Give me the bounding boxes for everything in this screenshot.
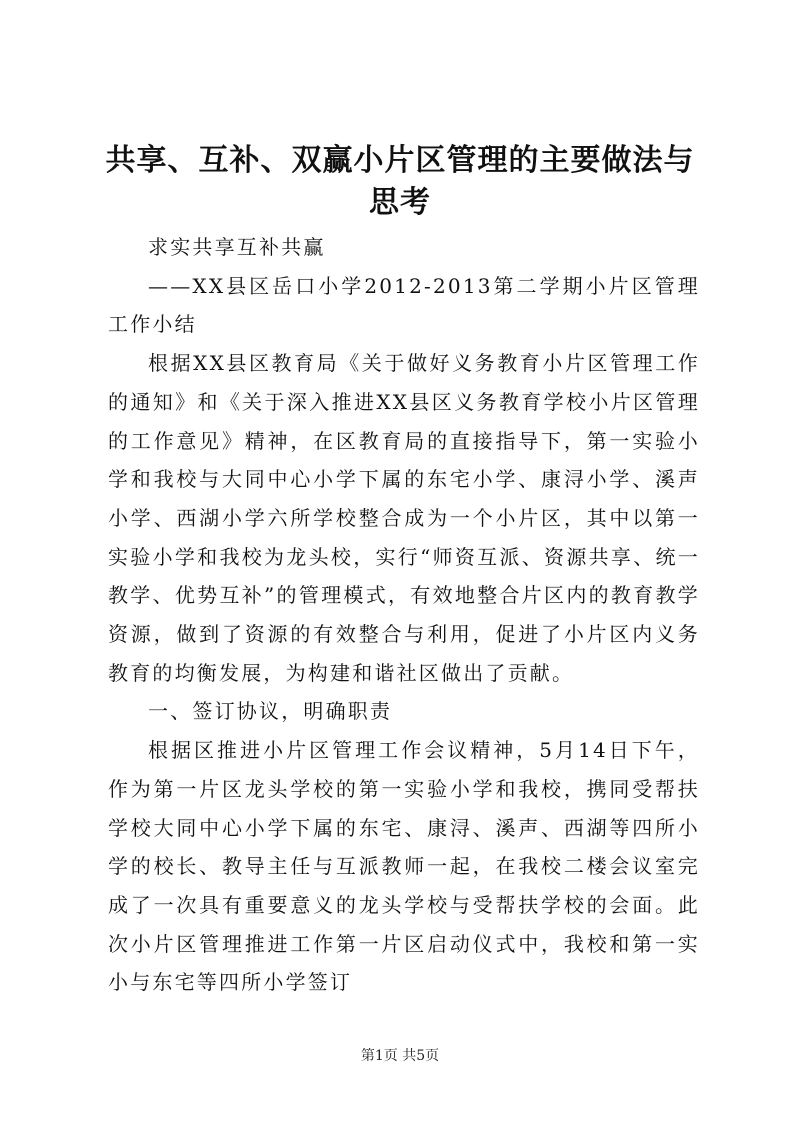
- section-heading: 一、签订协议，明确职责: [148, 699, 393, 724]
- paragraph-intro: 根据XX县区教育局《关于做好义务教育小片区管理工作的通知》和《关于深入推进XX县区义务教育学校小片区管理的工作意见》精神，在区教育局的直接指导下，第一实验小学和我校与大同中心小学下属的东宅小学、康浔小学、溪声小学、西湖小学六所学校整合成为一个小片区，其中以第一实验小学和我校为龙头校，实行“师资互派、资源共享、统一教学、优势互补”的管理模式，有效地整合片区内的教育教学资源，做到了资源的有效整合与利用，促进了小片区内义务教育的均衡发展，为构建和谐社区做出了贡献。: [108, 351, 700, 685]
- paragraph-subtitle-detail: ——XX县区岳口小学2012-2013第二学期小片区管理工作小结: [108, 273, 700, 337]
- page-footer: 第1页 共5页: [360, 1048, 440, 1064]
- paragraph-section-one: 根据区推进小片区管理工作会议精神，5月14日下午，作为第一片区龙头学校的第一实验小学和我校，携同受帮扶学校大同中心小学下属的东宅、康浔、溪声、西湖等四所小学的校长、教导主任与互派教师一起，在我校二楼会议室完成了一次具有重要意义的龙头学校与受帮扶学校的会面。此次小片区管理推进工作第一片区启动仪式中，我校和第一实小与东宅等四所小学签订: [108, 738, 700, 995]
- document-title: 共享、互补、双赢小片区管理的主要做法与思考: [105, 143, 695, 220]
- paragraph-subtitle: 求实共享互补共赢: [148, 235, 326, 259]
- document-body: [108, 228, 700, 1002]
